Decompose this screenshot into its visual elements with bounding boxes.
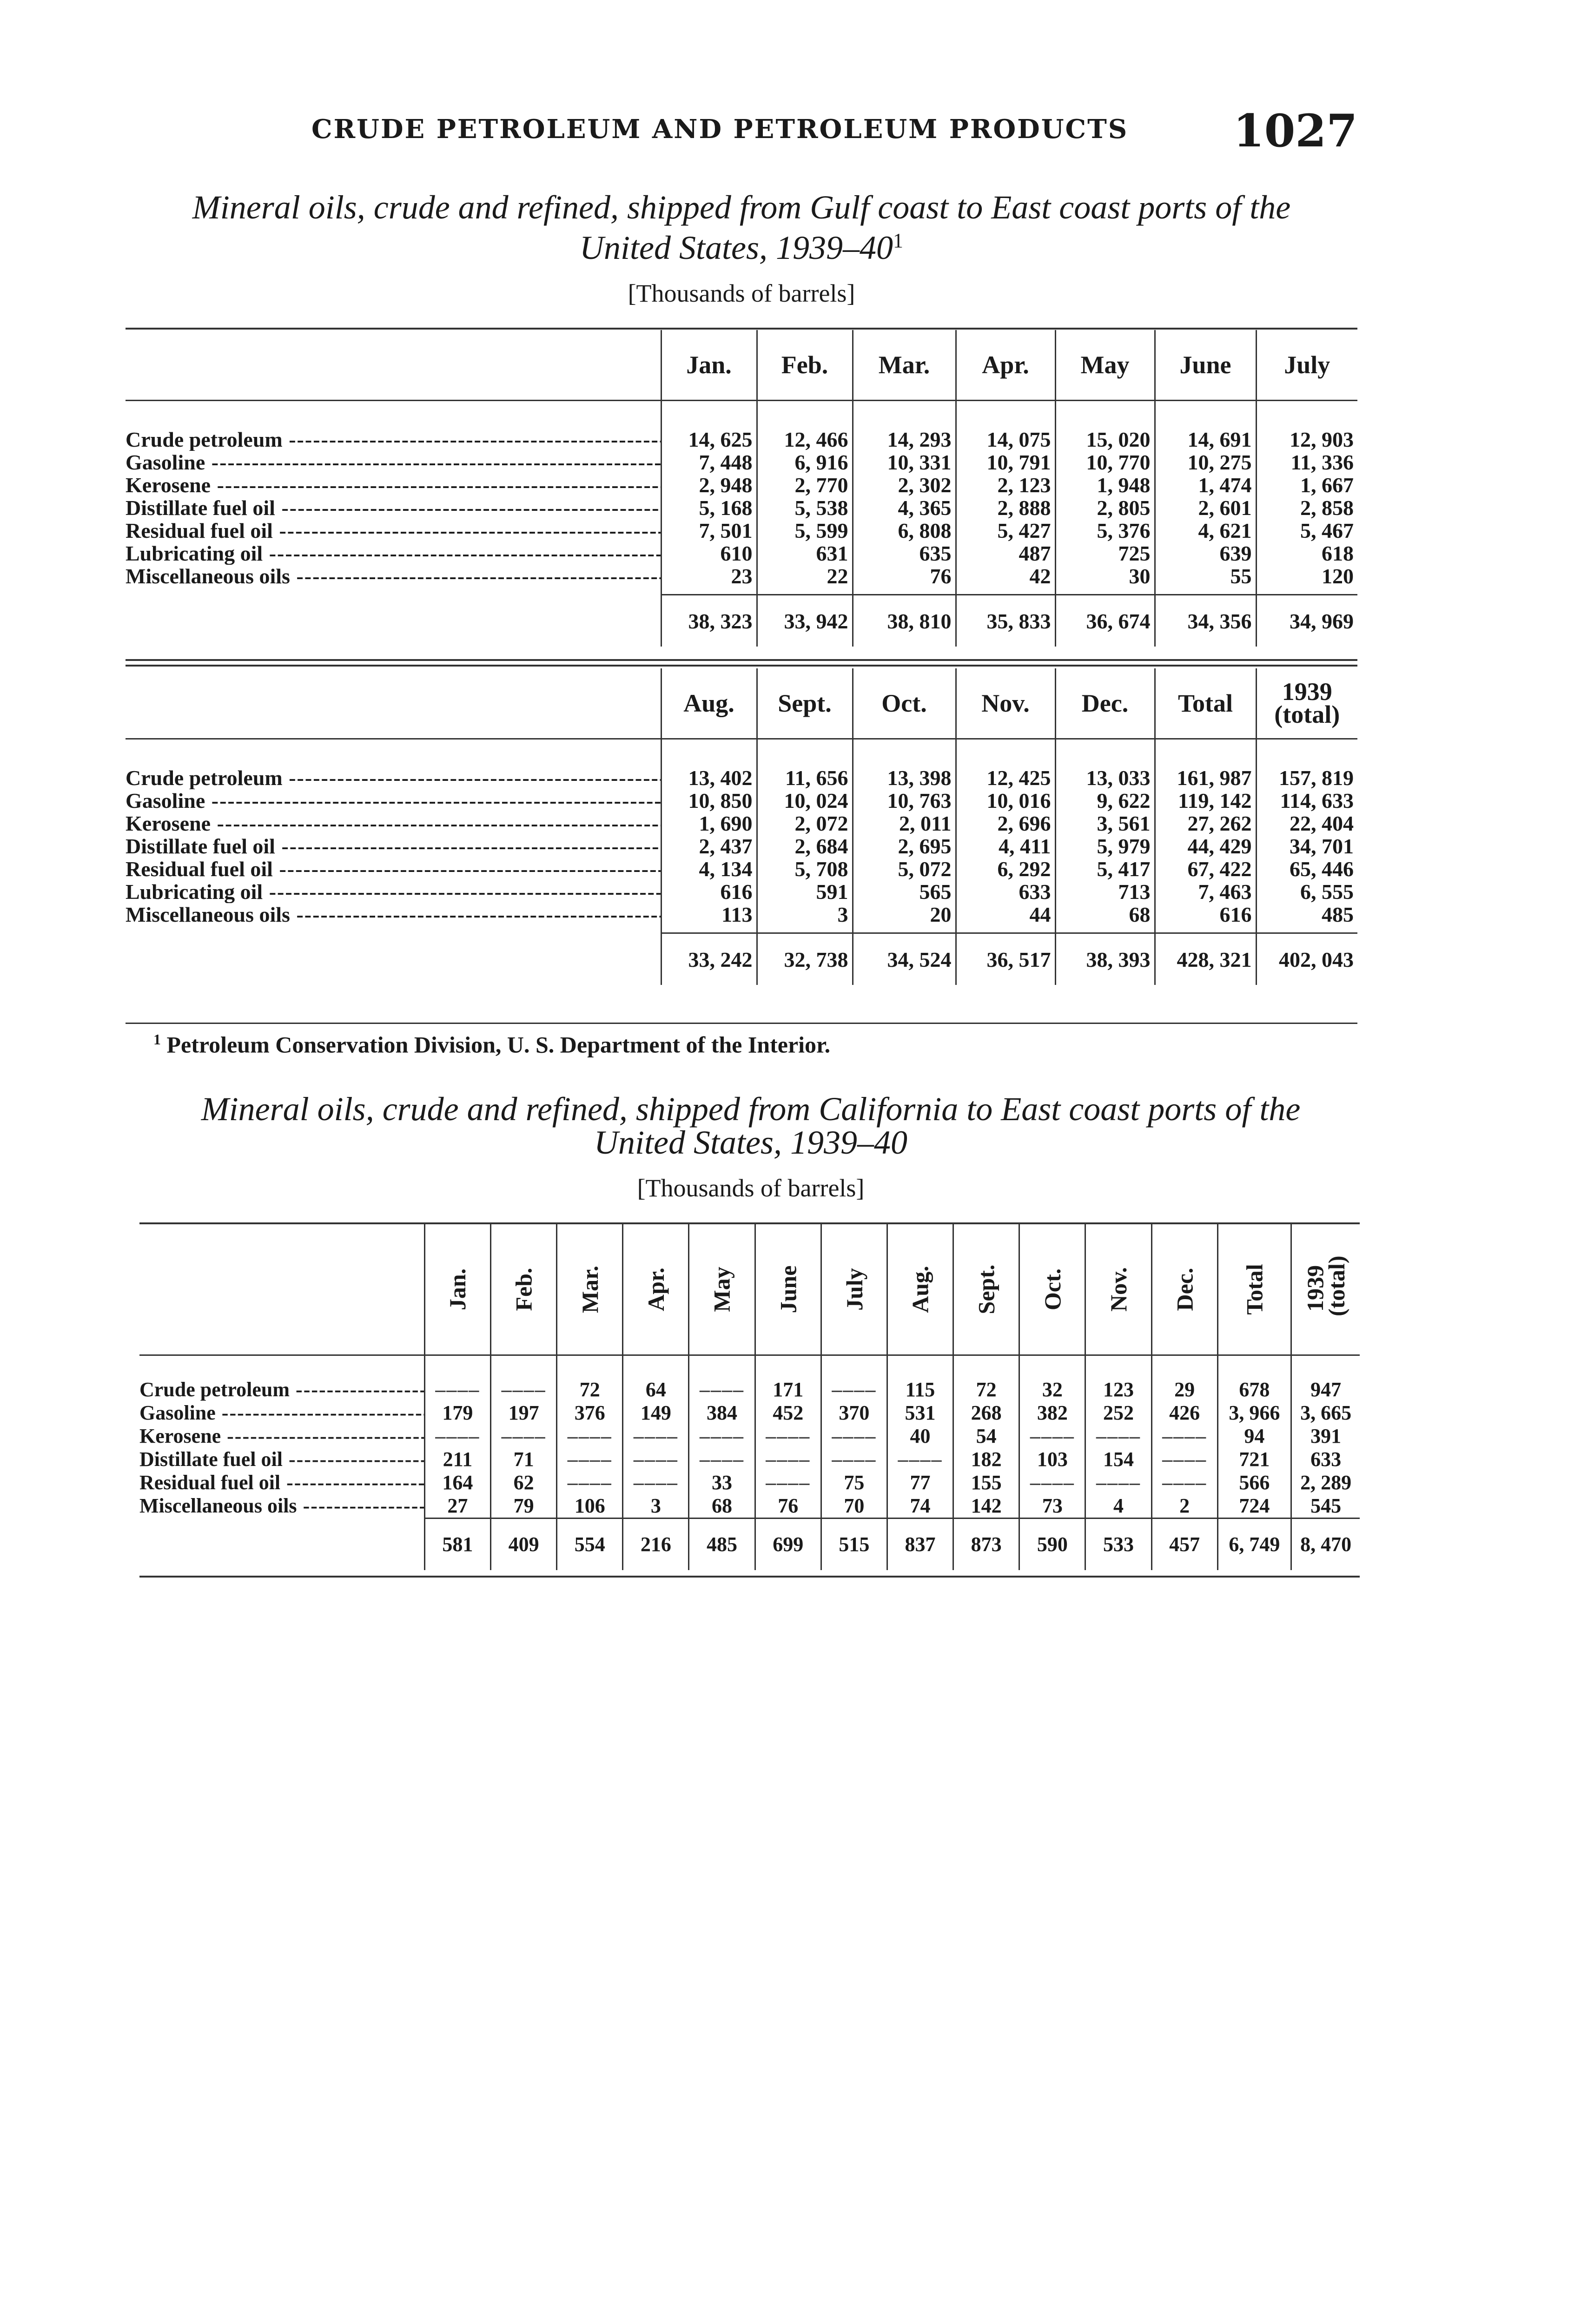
data-cell: 452 <box>773 1401 804 1424</box>
total-cell: 8, 470 <box>1291 1519 1360 1571</box>
column-header: June <box>755 1224 821 1355</box>
empty-cell: ‒‒‒‒ <box>832 1448 877 1471</box>
data-column: 12, 466 6, 916 2, 770 5, 538 5, 599 631 22 <box>757 428 853 595</box>
data-cell: 71 <box>513 1448 534 1471</box>
total-cell: 457 <box>1151 1519 1217 1571</box>
row-label: Lubricating oil ----- <box>126 880 661 903</box>
total-cell: 409 <box>491 1519 557 1571</box>
data-cell: 79 <box>513 1494 534 1517</box>
footnote-text: Petroleum Conservation Division, U. S. Department of the Interior. <box>166 1031 831 1058</box>
data-column: 14, 691 10, 275 1, 474 2, 601 4, 621 639 55 <box>1155 428 1256 595</box>
data-cell: 74 <box>910 1494 931 1517</box>
data-cell: 382 <box>1037 1401 1068 1424</box>
gulf-table-part-1 <box>126 330 1357 647</box>
total-cell: 699 <box>755 1519 821 1571</box>
data-cell: 155 <box>971 1471 1002 1494</box>
column-header: Jan. <box>424 1224 490 1355</box>
empty-cell: ‒‒‒‒ <box>1030 1471 1075 1494</box>
row-label: Crude petroleum ----- <box>139 1378 424 1401</box>
empty-cell: ‒‒‒‒ <box>700 1425 745 1447</box>
column-header: Oct. <box>853 668 956 739</box>
column-header: Apr. <box>956 330 1055 401</box>
data-column: 14, 625 7, 448 2, 948 5, 168 7, 501 610 23 <box>661 428 757 595</box>
data-cell: 252 <box>1103 1401 1134 1424</box>
data-cell: 721 <box>1239 1448 1270 1471</box>
row-label: Miscellaneous oils ----- <box>139 1494 424 1518</box>
empty-cell: ‒‒‒‒ <box>1096 1425 1141 1447</box>
empty-cell: ‒‒‒‒ <box>567 1448 612 1471</box>
data-cell: 62 <box>513 1471 534 1494</box>
data-cell: 164 <box>442 1471 473 1494</box>
total-cell: 33, 942 <box>757 595 853 647</box>
empty-cell: ‒‒‒‒ <box>1096 1471 1141 1494</box>
gulf-part-1-totals <box>126 595 1357 647</box>
data-column <box>1291 1378 1360 1519</box>
data-cell: 106 <box>574 1494 605 1517</box>
california-totals <box>139 1519 1360 1571</box>
row-label: Distillate fuel oil ----- <box>139 1448 424 1471</box>
data-cell: 64 <box>645 1378 666 1401</box>
gulf-caption-line-1: Mineral oils, crude and refined, shipped from Gulf coast to East coast ports of the <box>192 189 1291 226</box>
gulf-part-2-header-row <box>126 668 1357 739</box>
gulf-table-caption <box>126 191 1357 264</box>
data-cell: 32 <box>1042 1378 1063 1401</box>
gulf-part-2-totals <box>126 933 1357 985</box>
california-caption-line-1: Mineral oils, crude and refined, shipped from California to East coast ports of the <box>201 1090 1301 1128</box>
gulf-stub-header <box>126 330 661 401</box>
column-header: Feb. <box>491 1224 557 1355</box>
empty-cell: ‒‒‒‒ <box>1162 1425 1207 1447</box>
row-label: Miscellaneous oils ----- <box>126 903 661 926</box>
data-column <box>887 1378 953 1519</box>
gulf-middle-rule <box>126 659 1357 661</box>
data-cell: 142 <box>971 1494 1002 1517</box>
total-cell: 873 <box>953 1519 1019 1571</box>
total-cell: 402, 043 <box>1256 933 1357 985</box>
total-cell: 33, 242 <box>661 933 757 985</box>
california-caption-line-2: United States, 1939–40 <box>594 1124 907 1161</box>
footnote-mark: 1 <box>153 1031 161 1048</box>
data-cell: 4 <box>1113 1494 1124 1517</box>
column-header: May <box>689 1224 755 1355</box>
empty-cell: ‒‒‒‒ <box>898 1448 943 1471</box>
data-cell: 182 <box>971 1448 1002 1471</box>
data-cell: 211 <box>443 1448 473 1471</box>
california-body <box>139 1378 1360 1519</box>
total-cell: 515 <box>821 1519 887 1571</box>
california-bottom-rule <box>139 1576 1360 1578</box>
column-header: June <box>1155 330 1256 401</box>
data-column <box>1085 1378 1151 1519</box>
data-column <box>491 1378 557 1519</box>
total-cell: 485 <box>689 1519 755 1571</box>
data-column <box>1217 1378 1291 1519</box>
data-cell: 154 <box>1103 1448 1134 1471</box>
data-cell: 3 <box>650 1494 661 1517</box>
empty-cell: ‒‒‒‒ <box>766 1471 811 1494</box>
data-cell: 77 <box>910 1471 931 1494</box>
california-units: [Thousands of barrels] <box>637 1174 865 1202</box>
data-cell: 197 <box>508 1401 539 1424</box>
data-cell: 171 <box>773 1378 804 1401</box>
data-cell: 391 <box>1310 1425 1342 1447</box>
total-cell: 32, 738 <box>757 933 853 985</box>
row-label: Kerosene ----- <box>139 1425 424 1448</box>
row-labels <box>126 428 661 595</box>
empty-cell: ‒‒‒‒ <box>567 1425 612 1447</box>
column-header: Apr. <box>623 1224 689 1355</box>
total-cell: 6, 749 <box>1217 1519 1291 1571</box>
data-cell: 27 <box>447 1494 468 1517</box>
row-label: Miscellaneous oils ----- <box>126 565 661 588</box>
row-labels <box>139 1378 424 1519</box>
gulf-units: [Thousands of barrels] <box>628 279 855 307</box>
data-cell: 70 <box>844 1494 865 1517</box>
data-cell: 149 <box>640 1401 671 1424</box>
data-cell: 76 <box>778 1494 799 1517</box>
total-cell: 216 <box>623 1519 689 1571</box>
column-header: Dec. <box>1055 668 1155 739</box>
gulf-caption-footnote-ref: 1 <box>893 229 903 252</box>
gulf-footnote <box>153 1031 1316 1058</box>
total-cell: 38, 393 <box>1055 933 1155 985</box>
data-cell: 3, 966 <box>1229 1401 1280 1424</box>
column-header: Mar. <box>557 1224 623 1355</box>
empty-cell: ‒‒‒‒ <box>1162 1448 1207 1471</box>
data-cell: 179 <box>442 1401 473 1424</box>
data-cell: 123 <box>1103 1378 1134 1401</box>
data-cell: 566 <box>1239 1471 1270 1494</box>
column-header: Sept. <box>757 668 853 739</box>
gulf-part-1-header-row <box>126 330 1357 401</box>
column-header: July <box>1256 330 1357 401</box>
california-stub-header <box>139 1224 424 1355</box>
column-header: 1939 (total) <box>1291 1224 1360 1355</box>
data-cell: 29 <box>1174 1378 1195 1401</box>
column-header: Aug. <box>661 668 757 739</box>
gulf-table-part-2 <box>126 668 1357 985</box>
total-cell: 428, 321 <box>1155 933 1256 985</box>
column-header: Mar. <box>853 330 956 401</box>
total-cell: 34, 524 <box>853 933 956 985</box>
data-cell: 68 <box>712 1494 733 1517</box>
california-table <box>139 1224 1360 1570</box>
empty-cell: ‒‒‒‒ <box>766 1448 811 1471</box>
gulf-part-1-body <box>126 428 1357 595</box>
gulf-middle-rule-2 <box>126 665 1357 667</box>
data-cell: 115 <box>905 1378 935 1401</box>
data-cell: 370 <box>839 1401 870 1424</box>
empty-cell: ‒‒‒‒ <box>832 1378 877 1401</box>
data-cell: 72 <box>579 1378 600 1401</box>
total-cell: 36, 674 <box>1055 595 1155 647</box>
data-column: 12, 425 10, 016 2, 696 4, 411 6, 292 633 44 <box>956 766 1055 933</box>
row-label: Lubricating oil ----- <box>126 542 661 565</box>
data-cell: 268 <box>971 1401 1002 1424</box>
gulf-caption-line-2: United States, 1939–40 <box>580 229 893 266</box>
total-cell: 36, 517 <box>956 933 1055 985</box>
data-cell: 678 <box>1239 1378 1270 1401</box>
empty-cell: ‒‒‒‒ <box>501 1425 546 1447</box>
data-column <box>623 1378 689 1519</box>
row-label: Crude petroleum ----- <box>126 428 661 451</box>
column-header: Sept. <box>953 1224 1019 1355</box>
column-header: Nov. <box>1085 1224 1151 1355</box>
column-header: July <box>821 1224 887 1355</box>
data-column: 13, 033 9, 622 3, 561 5, 979 5, 417 713 68 <box>1055 766 1155 933</box>
data-cell: 633 <box>1310 1448 1342 1471</box>
data-cell: 376 <box>574 1401 605 1424</box>
data-cell: 545 <box>1310 1494 1342 1517</box>
data-column: 13, 398 10, 763 2, 011 2, 695 5, 072 565 20 <box>853 766 956 933</box>
data-column <box>424 1378 490 1519</box>
empty-cell: ‒‒‒‒ <box>633 1471 678 1494</box>
data-cell: 103 <box>1037 1448 1068 1471</box>
data-column <box>755 1378 821 1519</box>
data-cell: 54 <box>976 1425 997 1447</box>
row-label: Crude petroleum ----- <box>126 766 661 789</box>
data-column <box>821 1378 887 1519</box>
column-header: Nov. <box>956 668 1055 739</box>
row-label: Gasoline ----- <box>126 789 661 812</box>
empty-cell: ‒‒‒‒ <box>435 1378 480 1401</box>
data-column <box>1019 1378 1085 1519</box>
empty-cell: ‒‒‒‒ <box>700 1378 745 1401</box>
gulf-top-rule <box>126 328 1357 330</box>
data-column: 161, 987 119, 142 27, 262 44, 429 67, 422 7, 463 616 <box>1155 766 1256 933</box>
column-header: Dec. <box>1151 1224 1217 1355</box>
data-cell: 384 <box>707 1401 738 1424</box>
gulf-stub-header <box>126 668 661 739</box>
data-column: 157, 819 114, 633 22, 404 34, 701 65, 446 6, 555 485 <box>1256 766 1357 933</box>
column-header: Feb. <box>757 330 853 401</box>
total-cell: 581 <box>424 1519 490 1571</box>
data-column: 13, 402 10, 850 1, 690 2, 437 4, 134 616 113 <box>661 766 757 933</box>
data-cell: 3, 665 <box>1300 1401 1352 1424</box>
total-cell: 34, 969 <box>1256 595 1357 647</box>
column-header: Total <box>1155 668 1256 739</box>
row-label: Kerosene ----- <box>126 474 661 496</box>
data-column: 14, 293 10, 331 2, 302 4, 365 6, 808 635 76 <box>853 428 956 595</box>
data-cell: 73 <box>1042 1494 1063 1517</box>
data-cell: 75 <box>844 1471 865 1494</box>
empty-cell: ‒‒‒‒ <box>633 1448 678 1471</box>
data-cell: 94 <box>1244 1425 1265 1447</box>
data-cell: 2, 289 <box>1300 1471 1352 1494</box>
empty-cell: ‒‒‒‒ <box>766 1425 811 1447</box>
empty-cell: ‒‒‒‒ <box>435 1425 480 1447</box>
row-label: Gasoline ----- <box>126 451 661 474</box>
column-header: Aug. <box>887 1224 953 1355</box>
row-label: Distillate fuel oil ----- <box>126 496 661 519</box>
empty-cell: ‒‒‒‒ <box>700 1448 745 1471</box>
row-label: Gasoline ----- <box>139 1401 424 1425</box>
data-column: 11, 656 10, 024 2, 072 2, 684 5, 708 591 3 <box>757 766 853 933</box>
data-cell: 724 <box>1239 1494 1270 1517</box>
empty-cell: ‒‒‒‒ <box>832 1425 877 1447</box>
data-cell: 947 <box>1310 1378 1342 1401</box>
data-column <box>557 1378 623 1519</box>
empty-cell: ‒‒‒‒ <box>567 1471 612 1494</box>
data-cell: 531 <box>905 1401 936 1424</box>
data-column: 15, 020 10, 770 1, 948 2, 805 5, 376 725 30 <box>1055 428 1155 595</box>
total-cell: 554 <box>557 1519 623 1571</box>
data-column <box>953 1378 1019 1519</box>
data-cell: 2 <box>1179 1494 1190 1517</box>
row-label: Residual fuel oil ----- <box>126 519 661 542</box>
data-column <box>1151 1378 1217 1519</box>
row-label: Residual fuel oil ----- <box>139 1471 424 1494</box>
gulf-part-2-body <box>126 766 1357 933</box>
data-column: 14, 075 10, 791 2, 123 2, 888 5, 427 487 42 <box>956 428 1055 595</box>
column-header: Jan. <box>661 330 757 401</box>
row-labels <box>126 766 661 933</box>
row-label: Residual fuel oil ----- <box>126 858 661 880</box>
page-header <box>126 95 1357 157</box>
total-cell: 35, 833 <box>956 595 1055 647</box>
gulf-bottom-rule <box>126 1023 1357 1024</box>
data-cell: 426 <box>1169 1401 1200 1424</box>
empty-cell: ‒‒‒‒ <box>501 1378 546 1401</box>
column-header: Total <box>1217 1224 1291 1355</box>
total-cell: 533 <box>1085 1519 1151 1571</box>
total-cell: 38, 323 <box>661 595 757 647</box>
total-cell: 837 <box>887 1519 953 1571</box>
column-header: May <box>1055 330 1155 401</box>
data-cell: 33 <box>712 1471 733 1494</box>
total-cell: 38, 810 <box>853 595 956 647</box>
california-header-row <box>139 1224 1360 1355</box>
running-head: CRUDE PETROLEUM AND PETROLEUM PRODUCTS <box>311 114 1129 145</box>
empty-cell: ‒‒‒‒ <box>1162 1471 1207 1494</box>
california-table-caption <box>135 1092 1367 1159</box>
total-cell: 34, 356 <box>1155 595 1256 647</box>
data-cell: 40 <box>910 1425 931 1447</box>
column-header: 1939 (total) <box>1256 668 1357 739</box>
empty-cell: ‒‒‒‒ <box>1030 1425 1075 1447</box>
column-header: Oct. <box>1019 1224 1085 1355</box>
row-label: Kerosene ----- <box>126 812 661 835</box>
row-label: Distillate fuel oil ----- <box>126 835 661 858</box>
data-cell: 72 <box>976 1378 997 1401</box>
data-column <box>689 1378 755 1519</box>
page-number: 1027 <box>1233 105 1357 157</box>
total-cell: 590 <box>1019 1519 1085 1571</box>
empty-cell: ‒‒‒‒ <box>633 1425 678 1447</box>
data-column: 12, 903 11, 336 1, 667 2, 858 5, 467 618 120 <box>1256 428 1357 595</box>
